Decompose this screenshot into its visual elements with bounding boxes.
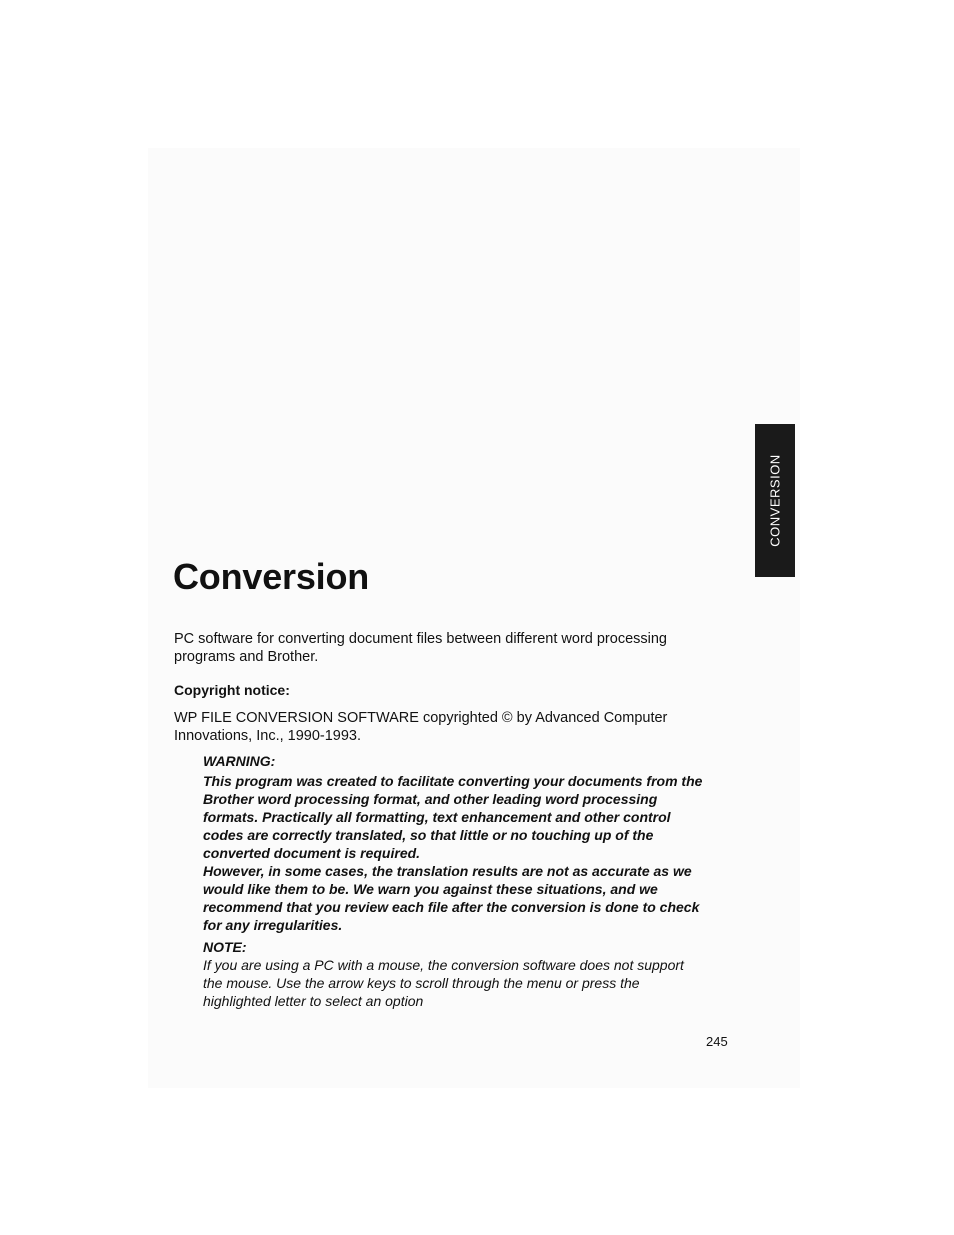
section-tab — [755, 424, 795, 577]
copyright-heading: Copyright notice: — [174, 682, 290, 698]
note-text — [203, 956, 743, 1010]
warning-heading: WARNING: — [203, 753, 276, 769]
warning-line: However, in some cases, the translation results are not as accurate as we — [203, 863, 692, 879]
note-block — [203, 938, 743, 1010]
page-number: 245 — [706, 1034, 728, 1049]
intro-paragraph — [174, 630, 714, 666]
warning-line: would like them to be. We warn you against these situations, and we — [203, 881, 658, 897]
section-tab-label: CONVERSION — [767, 454, 783, 547]
copyright-line: WP FILE CONVERSION SOFTWARE copyrighted © by Advanced Computer — [174, 710, 668, 726]
warning-line: for any irregularities. — [203, 917, 343, 933]
note-line: If you are using a PC with a mouse, the conversion software does not support — [203, 957, 684, 973]
warning-line: Brother word processing format, and other leading word processing — [203, 791, 658, 807]
note-line: the mouse. Use the arrow keys to scroll through the menu or press the — [203, 975, 640, 991]
warning-line: formats. Practically all formatting, text enhancement and other control — [203, 809, 671, 825]
intro-line: PC software for converting document files between different word processing — [174, 631, 667, 647]
warning-line: recommend that you review each file after the conversion is done to check — [203, 899, 700, 915]
copyright-paragraph — [174, 709, 714, 745]
page-title: Conversion — [173, 556, 370, 597]
warning-block — [203, 752, 743, 934]
copyright-line: Innovations, Inc., 1990-1993. — [174, 728, 362, 744]
note-line: highlighted letter to select an option — [203, 993, 424, 1009]
warning-line: codes are correctly translated, so that little or no touching up of the — [203, 827, 654, 843]
note-heading: NOTE: — [203, 939, 247, 955]
warning-line: converted document is required. — [203, 845, 421, 861]
intro-line: programs and Brother. — [174, 649, 319, 665]
warning-line: This program was created to facilitate converting your documents from the — [203, 773, 703, 789]
